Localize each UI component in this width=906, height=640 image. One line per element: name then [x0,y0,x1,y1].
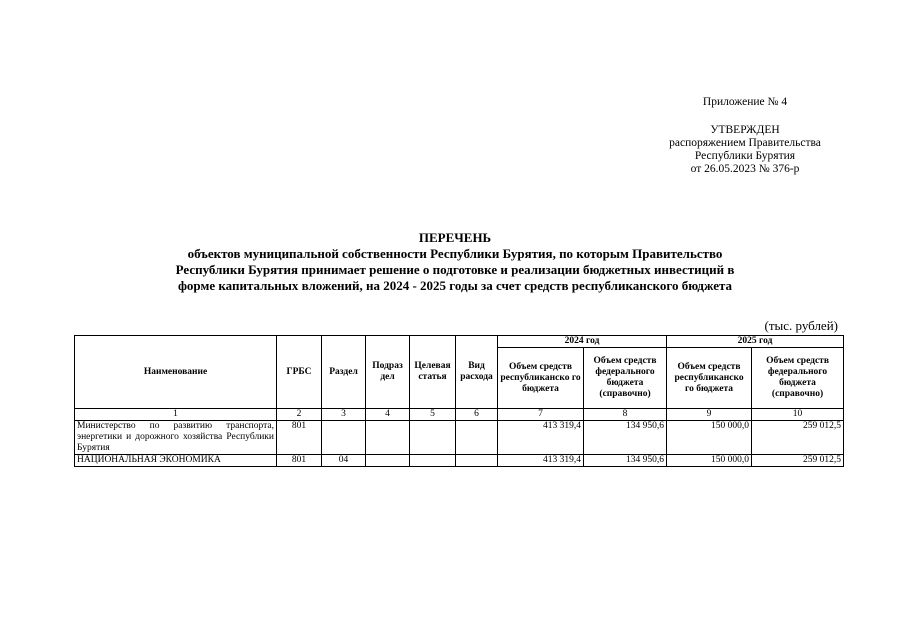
row-expense-type [456,455,498,467]
units-label: (тыс. рублей) [764,318,838,333]
document-heading [90,230,820,294]
header-2024-federal: Объем средств федерального бюджета (справочно) [584,348,667,409]
row-name: НАЦИОНАЛЬНАЯ ЭКОНОМИКА [75,455,277,467]
row-2025-federal: 259 012,5 [752,455,844,467]
row-target-article [410,455,456,467]
investment-table [74,335,844,467]
header-2024-republic: Объем средств республиканско го бюджета [498,348,584,409]
row-2024-federal: 134 950,6 [584,421,667,455]
approval-block [640,96,850,176]
header-name: Наименование [75,336,277,409]
column-number: 9 [667,409,752,421]
approval-line-1: распоряжением Правительства [669,137,821,149]
document-title: ПЕРЕЧЕНЬ [418,230,492,245]
row-2024-republic: 413 319,4 [498,455,584,467]
approval-line-2: Республики Бурятия [694,150,796,162]
column-number: 1 [75,409,277,421]
column-number: 4 [366,409,410,421]
header-expense-type: Вид расхода [456,336,498,409]
row-grbs: 801 [277,421,322,455]
row-2025-federal: 259 012,5 [752,421,844,455]
header-year-2024: 2024 год [498,336,667,348]
header-2025-federal: Объем средств федерального бюджета (справочно) [752,348,844,409]
column-number: 5 [410,409,456,421]
heading-line-1: объектов муниципальной собственности Республики Бурятия, по которым Правительство [187,246,723,261]
row-podrazdel [366,421,410,455]
row-name: Министерство по развитию транспорта, энергетики и дорожного хозяйства Республики Бурятия [75,421,277,455]
row-2025-republic: 150 000,0 [667,421,752,455]
header-podrazdel: Подраз дел [366,336,410,409]
row-expense-type [456,421,498,455]
row-2025-republic: 150 000,0 [667,455,752,467]
column-number: 10 [752,409,844,421]
header-year-2025: 2025 год [667,336,844,348]
table-row [75,421,844,455]
header-target-article: Целевая статья [410,336,456,409]
approved-label: УТВЕРЖДЕН [710,124,780,136]
row-2024-republic: 413 319,4 [498,421,584,455]
header-grbs: ГРБС [277,336,322,409]
row-podrazdel [366,455,410,467]
row-grbs: 801 [277,455,322,467]
header-razdel: Раздел [322,336,366,409]
column-number: 7 [498,409,584,421]
column-number: 2 [277,409,322,421]
appendix-number: Приложение № 4 [702,96,788,108]
table-row [75,455,844,467]
heading-line-3: форме капитальных вложений, на 2024 - 2025 годы за счет средств республиканского бюджета [177,278,733,293]
column-number: 3 [322,409,366,421]
row-2024-federal: 134 950,6 [584,455,667,467]
approval-line-3: от 26.05.2023 № 376-р [690,163,800,175]
heading-line-2: Республики Бурятия принимает решение о подготовке и реализации бюджетных инвестиций в [175,262,735,277]
row-razdel: 04 [322,455,366,467]
row-razdel [322,421,366,455]
column-number: 6 [456,409,498,421]
column-number: 8 [584,409,667,421]
row-target-article [410,421,456,455]
header-2025-republic: Объем средств республиканско го бюджета [667,348,752,409]
column-numbers-row [75,409,844,421]
